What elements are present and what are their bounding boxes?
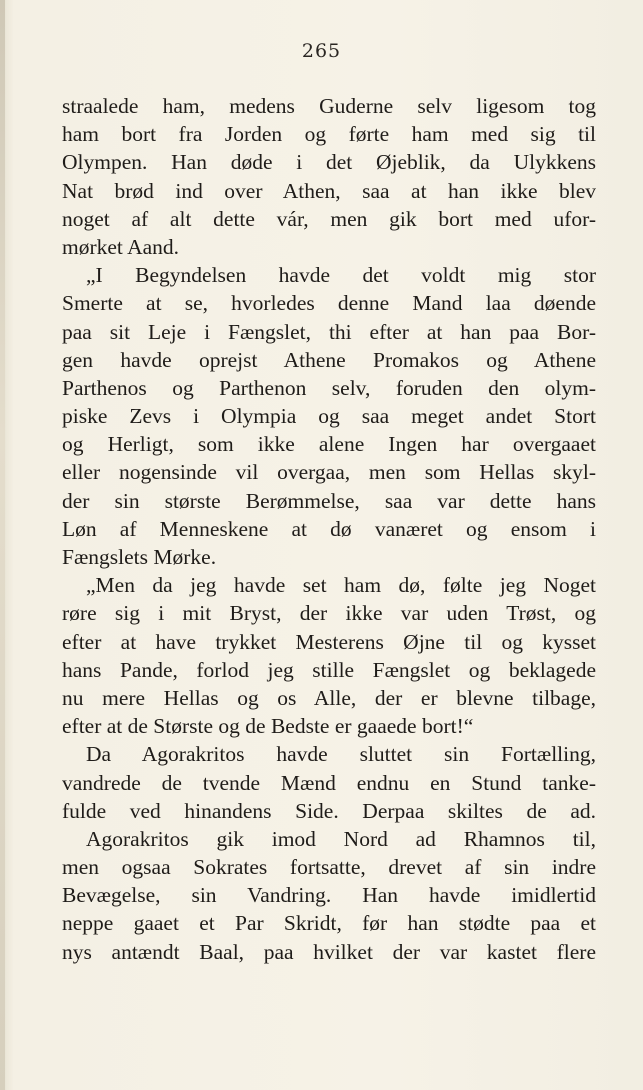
text-line: Fængslets Mørke.: [62, 545, 217, 569]
page-number: 265: [301, 40, 342, 62]
text-line: noget af alt dette vár, men gik bort med ufor-: [62, 206, 596, 231]
text-line: Parthenos og Parthenon selv, foruden den olym-: [62, 375, 596, 400]
text-line: Nat brød ind over Athen, saa at han ikke blev: [62, 178, 596, 203]
text-line: efter at de Største og de Bedste er gaaede bort!“: [62, 714, 474, 739]
text-line: Da Agorakritos havde sluttet sin Fortælling,: [86, 742, 596, 767]
text-line: der sin største Berømmelse, saa var dette hans: [62, 488, 596, 513]
text-line: røre sig i mit Bryst, der ikke var uden Trøst, og: [62, 601, 596, 626]
text-line: gen havde oprejst Athene Promakos og Athene: [62, 347, 596, 372]
text-line: nu mere Hellas og os Alle, der er blevne tilbage,: [62, 685, 596, 710]
text-line: nys antændt Baal, paa hvilket der var kastet flere: [62, 939, 596, 964]
text-line: mørket Aand.: [62, 234, 180, 259]
text-line: fulde ved hinandens Side. Derpaa skiltes de ad.: [62, 798, 596, 823]
text-line: neppe gaaet et Par Skridt, før han stødte paa et: [62, 911, 596, 936]
text-line: ham bort fra Jorden og førte ham med sig til: [62, 122, 596, 147]
text-line: piske Zevs i Olympia og saa meget andet Stort: [62, 404, 596, 429]
text-line: Smerte at se, hvorledes denne Mand laa døende: [62, 291, 596, 316]
text-line: eller nogensinde vil overgaa, men som Hellas skyl-: [62, 460, 596, 485]
text-line: Bevægelse, sin Vandring. Han havde imidlertid: [62, 883, 596, 908]
text-line: hans Pande, forlod jeg stille Fængslet og beklagede: [62, 657, 596, 682]
page-edge: [0, 0, 5, 1090]
text-line: straalede ham, medens Guderne selv ligesom tog: [62, 94, 596, 118]
text-line: men ogsaa Sokrates fortsatte, drevet af sin indre: [62, 855, 596, 880]
text-line: og Herligt, som ikke alene Ingen har overgaaet: [62, 432, 596, 457]
text-line: efter at have trykket Mesterens Øjne til og kysset: [62, 629, 596, 654]
text-line: „I Begyndelsen havde det voldt mig stor: [86, 263, 596, 288]
text-line: Løn af Menneskene at dø vanæret og ensom i: [62, 516, 596, 541]
text-line: paa sit Leje i Fængslet, thi efter at han paa Bor-: [62, 319, 596, 344]
text-line: Agorakritos gik imod Nord ad Rhamnos til,: [86, 826, 596, 851]
body-text: [62, 92, 596, 966]
text-line: Olympen. Han døde i det Øjeblik, da Ulykkens: [62, 150, 596, 175]
text-line: „Men da jeg havde set ham dø, følte jeg Noget: [86, 573, 596, 598]
text-line: vandrede de tvende Mænd endnu en Stund tanke-: [62, 770, 596, 795]
